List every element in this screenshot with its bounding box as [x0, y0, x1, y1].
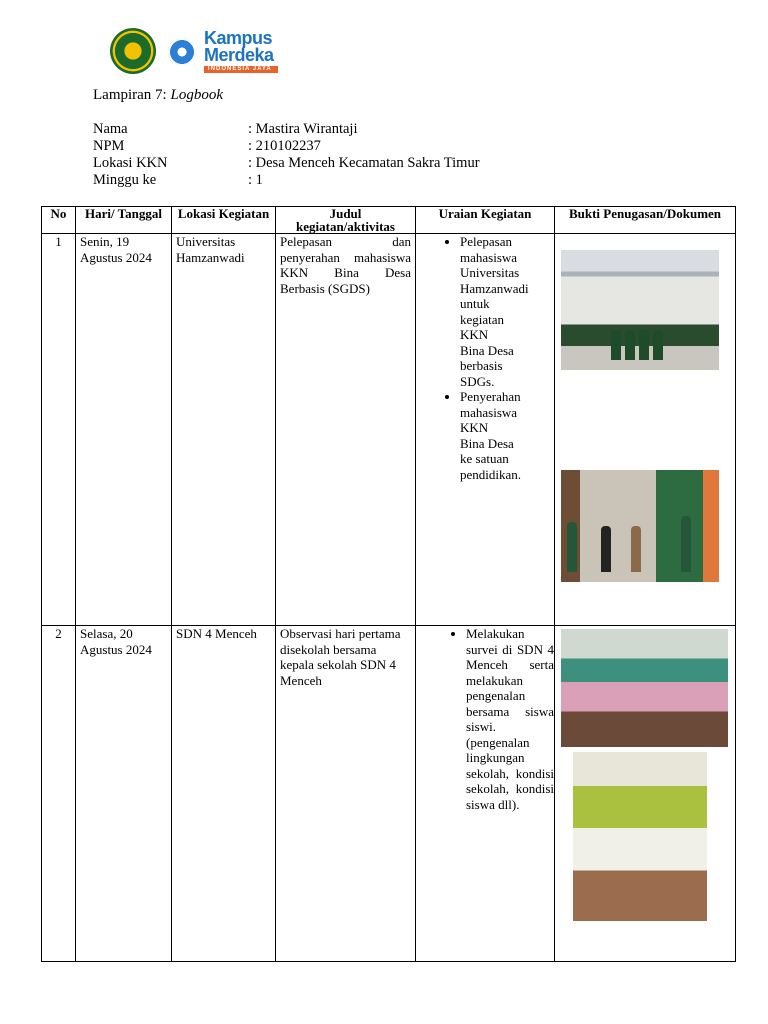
- row-no: 1: [42, 234, 76, 626]
- table-header-row: [42, 207, 736, 234]
- info-value-npm: : 210102237: [248, 138, 321, 154]
- info-label-week: Minggu ke: [93, 172, 157, 188]
- info-label-location: Lokasi KKN: [93, 155, 168, 171]
- info-value-week: : 1: [248, 172, 263, 188]
- photo-classroom-students: [573, 752, 707, 921]
- header-title: Judul kegiatan/aktivitas: [276, 207, 416, 234]
- photo-group-release: [561, 250, 719, 370]
- info-value-location: : Desa Menceh Kecamatan Sakra Timur: [248, 155, 480, 171]
- appendix-caption: Lampiran 7: Logbook: [93, 87, 223, 103]
- description-item: • Melakukan survei di SDN 4 Menceh serta melakukan pengenalan bersama siswa siswi. (pengenalan lingkungan sekolah, kondisi sekolah, kondisi siswa dll).: [466, 626, 554, 812]
- photo-group-handover: [561, 470, 719, 582]
- info-label-npm: NPM: [93, 138, 125, 154]
- row-title: Pelepasan dan penyerahan mahasiswa KKN Bina Desa Berbasis (SGDS): [276, 234, 416, 626]
- header-evidence: Bukti Penugasan/Dokumen: [555, 207, 736, 234]
- info-label-name: Nama: [93, 121, 128, 137]
- description-item: • Pelepasan mahasiswa Universitas Hamzanwadi untuk kegiatan KKN Bina Desa berbasis SDGs.: [460, 234, 514, 389]
- caption-title: Logbook: [170, 87, 223, 103]
- row-no: 2: [42, 626, 76, 962]
- header-location: Lokasi Kegiatan: [172, 207, 276, 234]
- description-item: • Penyerahan mahasiswa KKN Bina Desa ke satuan pendidikan.: [460, 389, 514, 482]
- row-title: Observasi hari pertama disekolah bersama kepala sekolah SDN 4 Menceh: [276, 626, 416, 962]
- header-logos: [108, 28, 288, 74]
- header-date: Hari/ Tanggal: [76, 207, 172, 234]
- row-description: [416, 234, 555, 626]
- info-value-name: : Mastira Wirantaji: [248, 121, 358, 137]
- row-location: Universitas Hamzanwadi: [172, 234, 276, 626]
- photo-classroom-introduction: [561, 629, 728, 747]
- row-description: [416, 626, 555, 962]
- header-description: Uraian Kegiatan: [416, 207, 555, 234]
- university-seal-logo: [110, 28, 156, 74]
- row-date: Selasa, 20 Agustus 2024: [76, 626, 172, 962]
- header-no: No: [42, 207, 76, 234]
- row-location: SDN 4 Menceh: [172, 626, 276, 962]
- kampus-merdeka-logo: Kampus Merdeka INDONESIA JAYA: [204, 30, 278, 73]
- ministry-logo: [168, 38, 196, 66]
- row-date: Senin, 19 Agustus 2024: [76, 234, 172, 626]
